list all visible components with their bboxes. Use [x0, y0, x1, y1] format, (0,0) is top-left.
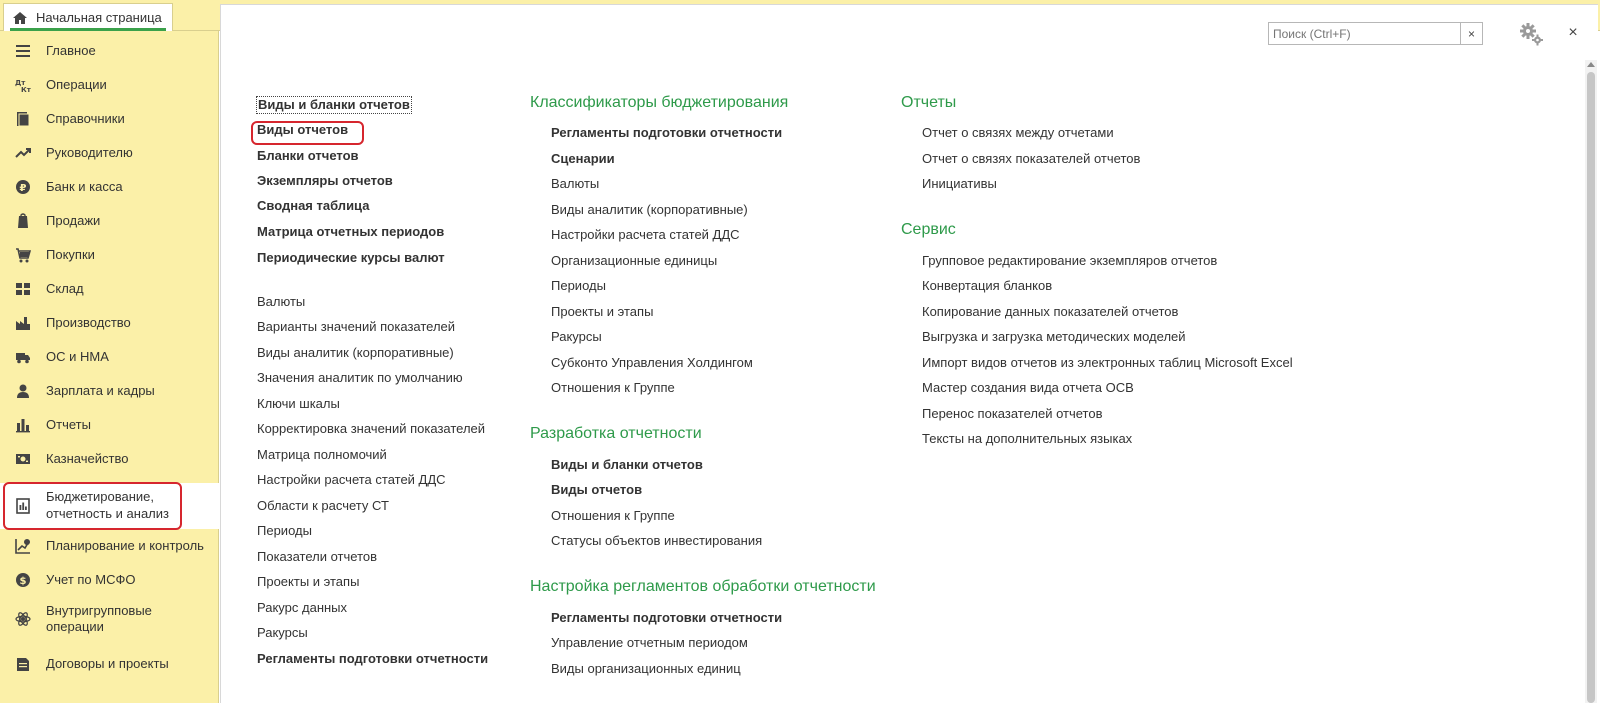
sidebar-item-label-line2: операции: [46, 619, 104, 634]
sidebar-item-ifrs[interactable]: [0, 568, 219, 592]
link-calculation-areas[interactable]: Области к расчету СТ: [257, 498, 389, 513]
person-icon: [15, 383, 31, 399]
link-report-kinds-and-forms[interactable]: Виды и бланки отчетов: [551, 457, 703, 472]
sidebar-item-sales[interactable]: [0, 209, 219, 233]
link-periodic-currency-rates[interactable]: Периодические курсы валют: [257, 250, 445, 265]
home-icon: [12, 10, 28, 26]
sidebar-item-label: Склад: [46, 281, 84, 296]
link-group-edit[interactable]: Групповое редактирование экземпляров отчетов: [922, 253, 1218, 268]
link-reporting-regulations[interactable]: Регламенты подготовки отчетности: [551, 125, 783, 140]
sidebar-item-label-line2: отчетность и анализ: [46, 506, 169, 521]
sidebar-item-bank[interactable]: [0, 175, 219, 199]
planning-icon: [15, 538, 31, 554]
link-form-conversion[interactable]: Конвертация бланков: [922, 278, 1053, 293]
sidebar-selection-highlight: [3, 482, 182, 530]
link-authority-matrix[interactable]: Матрица полномочий: [257, 447, 387, 462]
bar-chart-icon: [15, 417, 31, 433]
link-report-kinds[interactable]: Виды отчетов: [551, 482, 643, 497]
vertical-scrollbar[interactable]: [1585, 60, 1597, 703]
gear-icon[interactable]: [1518, 21, 1544, 47]
sidebar-item-label: Договоры и проекты: [46, 656, 169, 671]
sidebar-item-treasury[interactable]: [0, 447, 219, 471]
search-input[interactable]: [1269, 23, 1459, 44]
link-period-management[interactable]: Управление отчетным периодом: [551, 635, 748, 650]
link-projects-stages[interactable]: Проекты и этапы: [257, 574, 360, 589]
menu-icon: [15, 43, 31, 59]
sales-icon: [15, 213, 31, 229]
link-holding-subconto[interactable]: Субконто Управления Холдингом: [551, 355, 753, 370]
truck-icon: [15, 349, 31, 365]
link-report-relations[interactable]: Отчет о связях между отчетами: [922, 125, 1114, 140]
link-views[interactable]: Ракурсы: [257, 625, 308, 640]
sidebar-item-manager[interactable]: [0, 141, 219, 165]
section-title-regulations-setup: Настройка регламентов обработки отчетности: [530, 578, 876, 595]
link-reporting-periods-matrix[interactable]: Матрица отчетных периодов: [257, 224, 445, 239]
link-data-view[interactable]: Ракурс данных: [257, 600, 348, 615]
link-cashflow-settings[interactable]: Настройки расчета статей ДДС: [257, 472, 446, 487]
sidebar: [0, 31, 219, 703]
group-icon: [15, 611, 31, 627]
sidebar-item-label: Руководителю: [46, 145, 133, 160]
link-report-kinds-and-forms[interactable]: Виды и бланки отчетов: [258, 97, 410, 112]
link-org-units[interactable]: Организационные единицы: [551, 253, 718, 268]
sidebar-item-label: Покупки: [46, 247, 95, 262]
link-indicator-value-variants[interactable]: Варианты значений показателей: [257, 319, 456, 334]
sidebar-item-production[interactable]: [0, 311, 219, 335]
sidebar-item-contracts[interactable]: [0, 652, 219, 676]
link-currencies[interactable]: Валюты: [257, 294, 306, 309]
cart-icon: [15, 247, 31, 263]
sidebar-item-operations[interactable]: [0, 73, 219, 97]
scrollbar-thumb[interactable]: [1587, 72, 1595, 703]
link-cashflow-settings[interactable]: Настройки расчета статей ДДС: [551, 227, 740, 242]
sidebar-item-references[interactable]: [0, 107, 219, 131]
link-default-analytics-values[interactable]: Значения аналитик по умолчанию: [257, 370, 463, 385]
svg-text:₽: ₽: [19, 183, 27, 194]
tab-home-label: Начальная страница: [36, 10, 162, 25]
sidebar-item-label: Учет по МСФО: [46, 572, 136, 587]
sidebar-item-purchases[interactable]: [0, 243, 219, 267]
link-analytics-kinds[interactable]: Виды аналитик (корпоративные): [551, 202, 748, 217]
svg-text:$: $: [19, 576, 27, 587]
sidebar-item-payroll[interactable]: [0, 379, 219, 403]
close-button[interactable]: ×: [1568, 24, 1578, 41]
money-icon: [15, 451, 31, 467]
link-additional-languages[interactable]: Тексты на дополнительных языках: [922, 431, 1133, 446]
sidebar-item-label: Операции: [46, 77, 107, 92]
link-summary-table[interactable]: Сводная таблица: [257, 198, 370, 213]
link-scale-keys[interactable]: Ключи шкалы: [257, 396, 340, 411]
link-copy-indicator-data[interactable]: Копирование данных показателей отчетов: [922, 304, 1179, 319]
link-selection-highlight: [251, 121, 364, 145]
link-reporting-regulations[interactable]: Регламенты подготовки отчетности: [257, 651, 489, 666]
link-group-relations[interactable]: Отношения к Группе: [551, 508, 675, 523]
link-reporting-regulations[interactable]: Регламенты подготовки отчетности: [551, 610, 783, 625]
contract-icon: [15, 656, 31, 672]
link-projects-stages[interactable]: Проекты и этапы: [551, 304, 654, 319]
link-analytics-kinds[interactable]: Виды аналитик (корпоративные): [257, 345, 454, 360]
sidebar-item-label: Внутригрупповые: [46, 603, 152, 618]
link-scenarios[interactable]: Сценарии: [551, 151, 615, 166]
link-report-kinds[interactable]: Виды отчетов: [257, 122, 349, 137]
sidebar-item-planning[interactable]: [0, 534, 219, 558]
tab-home[interactable]: [3, 3, 173, 31]
sidebar-item-intragroup[interactable]: [0, 599, 219, 639]
link-periods[interactable]: Периоды: [551, 278, 606, 293]
sidebar-item-label: Бюджетирование,: [46, 489, 155, 504]
link-osv-wizard[interactable]: Мастер создания вида отчета ОСВ: [922, 380, 1134, 395]
link-currencies[interactable]: Валюты: [551, 176, 600, 191]
sidebar-item-label: ОС и НМА: [46, 349, 109, 364]
warehouse-icon: [15, 281, 31, 297]
trend-icon: [15, 145, 31, 161]
svg-text:Кт: Кт: [21, 86, 31, 93]
sidebar-item-label: Планирование и контроль: [46, 538, 204, 553]
link-indicator-relations[interactable]: Отчет о связях показателей отчетов: [922, 151, 1141, 166]
sidebar-item-fixed-assets[interactable]: [0, 345, 219, 369]
link-group-relations[interactable]: Отношения к Группе: [551, 380, 675, 395]
scroll-up-arrow-icon[interactable]: [1587, 62, 1595, 67]
sidebar-item-label: Отчеты: [46, 417, 91, 432]
sidebar-item-label: Производство: [46, 315, 131, 330]
sidebar-item-label: Продажи: [46, 213, 101, 228]
section-title-development: Разработка отчетности: [530, 425, 702, 442]
link-investment-statuses[interactable]: Статусы объектов инвестирования: [551, 533, 763, 548]
link-org-unit-kinds[interactable]: Виды организационных единиц: [551, 661, 741, 676]
section-title-classifiers: Классификаторы бюджетирования: [530, 94, 789, 111]
clear-search-button[interactable]: ×: [1460, 23, 1482, 44]
sidebar-item-reports[interactable]: [0, 413, 219, 437]
section-title-reports: Отчеты: [901, 94, 957, 111]
dt-kt-icon: [15, 77, 31, 93]
link-periods[interactable]: Периоды: [257, 523, 312, 538]
link-excel-import[interactable]: Импорт видов отчетов из электронных таблиц Microsoft Excel: [922, 355, 1293, 370]
link-model-export-import[interactable]: Выгрузка и загрузка методических моделей: [922, 329, 1186, 344]
ruble-icon: [15, 179, 31, 195]
link-indicator-adjustment[interactable]: Корректировка значений показателей: [257, 421, 486, 436]
link-initiatives[interactable]: Инициативы: [922, 176, 997, 191]
svg-text:Дт: Дт: [15, 79, 26, 87]
link-report-indicators[interactable]: Показатели отчетов: [257, 549, 378, 564]
sidebar-item-main[interactable]: [0, 39, 219, 63]
sidebar-item-label: Банк и касса: [46, 179, 123, 194]
factory-icon: [15, 315, 31, 331]
book-icon: [15, 111, 31, 127]
sidebar-item-label: Казначейство: [46, 451, 129, 466]
link-indicator-transfer[interactable]: Перенос показателей отчетов: [922, 406, 1103, 421]
link-report-forms[interactable]: Бланки отчетов: [257, 148, 359, 163]
link-report-instances[interactable]: Экземпляры отчетов: [257, 173, 393, 188]
link-views[interactable]: Ракурсы: [551, 329, 602, 344]
section-title-service: Сервис: [901, 221, 956, 238]
sidebar-item-warehouse[interactable]: [0, 277, 219, 301]
sidebar-item-label: Справочники: [46, 111, 125, 126]
sidebar-item-label: Зарплата и кадры: [46, 383, 155, 398]
search-box[interactable]: [1268, 22, 1483, 45]
globe-icon: [15, 572, 31, 588]
sidebar-item-label: Главное: [46, 43, 96, 58]
